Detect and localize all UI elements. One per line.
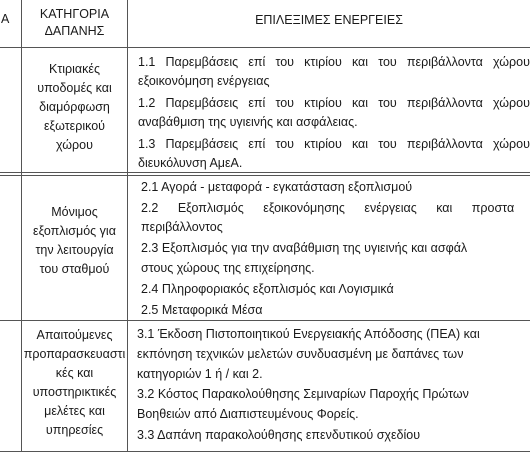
action-line: εξοικονόμηση ενέργειας [138,74,270,88]
action-line: 3.1 Έκδοση Πιστοποιητικού Ενεργειακής Απόδοσης (ΠΕΑ) και [137,327,480,341]
category-line: την λειτουργία [35,243,114,257]
action-line: περιβάλλοντος [141,220,223,234]
category-line: μελέτες και [44,404,105,418]
header-category [22,6,127,40]
action-line: στους χώρους της επιχείρησης. [141,261,315,275]
category-line: κές και [55,366,94,380]
header-category-text: ΚΑΤΗΓΟΡΙΑ ΔΑΠΑΝΗΣ [39,7,110,38]
category-cell-1 [22,60,127,155]
action-line: 2.1 Αγορά - μεταφορά - εγκατάσταση εξοπλισμού [141,180,413,194]
action-line: 2.3 Εξοπλισμός για την αναβάθμιση της υγιεινής και ασφάλ [141,241,468,255]
category-line: εξωτερικού [43,119,106,133]
action-line: 1.1 Παρεμβάσεις επί του κτιρίου και του περιβάλλοντα χώρου [138,55,530,69]
category-line: του σταθμού [39,262,110,276]
category-line: υποστηρικτικές [32,385,117,399]
category-line: Κτιριακές [48,62,100,76]
action-line: 1.3 Παρεμβάσεις επί του κτιρίου και του περιβάλλοντα χώρου [138,137,530,151]
column-divider [127,0,128,452]
category-line: προπαρασκευαστι [23,347,126,361]
row-divider [0,320,530,321]
category-line: χώρου [56,138,93,152]
category-cell-2 [22,203,127,279]
action-line: κατηγοριών 1 ή / και 2. [137,367,263,381]
header-left-fragment: Α [1,12,10,26]
category-line: υποδομές και [37,81,112,95]
category-cell-3 [22,326,127,440]
category-line: Απαιτούμενες [36,328,113,342]
action-line: 1.2 Παρεμβάσεις επί του κτιρίου και του περιβάλλοντα χώρου [138,96,530,110]
action-line: διευκόλυνση ΑμεΑ. [138,156,243,170]
row-divider [0,172,530,176]
category-line: υπηρεσίες [45,423,104,437]
category-line: διαμόρφωση [39,100,110,114]
action-line: εκπόνηση τεχνικών μελετών συνδυασμένη με δαπάνες των [137,347,464,361]
action-line: Βοηθειών από Διαπιστευμένους Φορείς. [137,407,359,421]
row-divider [0,451,530,452]
category-line: Μόνιμος [51,205,98,219]
action-line: 2.5 Μεταφορικά Μέσα [141,303,263,317]
header-actions: ΕΠΙΛΕΞΙΜΕΣ ΕΝΕΡΓΕΙΕΣ [255,13,403,27]
row-divider [0,47,530,48]
action-line: 3.2 Κόστος Παρακολούθησης Σεμιναρίων Παροχής Πρώτων [137,387,469,401]
action-line: 2.2 Εξοπλισμός εξοικονόμησης ενέργειας και προστα [141,201,515,215]
action-line: 3.3 Δαπάνη παρακολούθησης επενδυτικού σχεδίου [137,428,421,442]
action-line: 2.4 Πληροφοριακός εξοπλισμός και Λογισμικά [141,282,394,296]
category-line: εξοπλισμός για [33,224,116,238]
action-line: αναβάθμιση της υγιεινής και ασφάλειας. [138,115,358,129]
